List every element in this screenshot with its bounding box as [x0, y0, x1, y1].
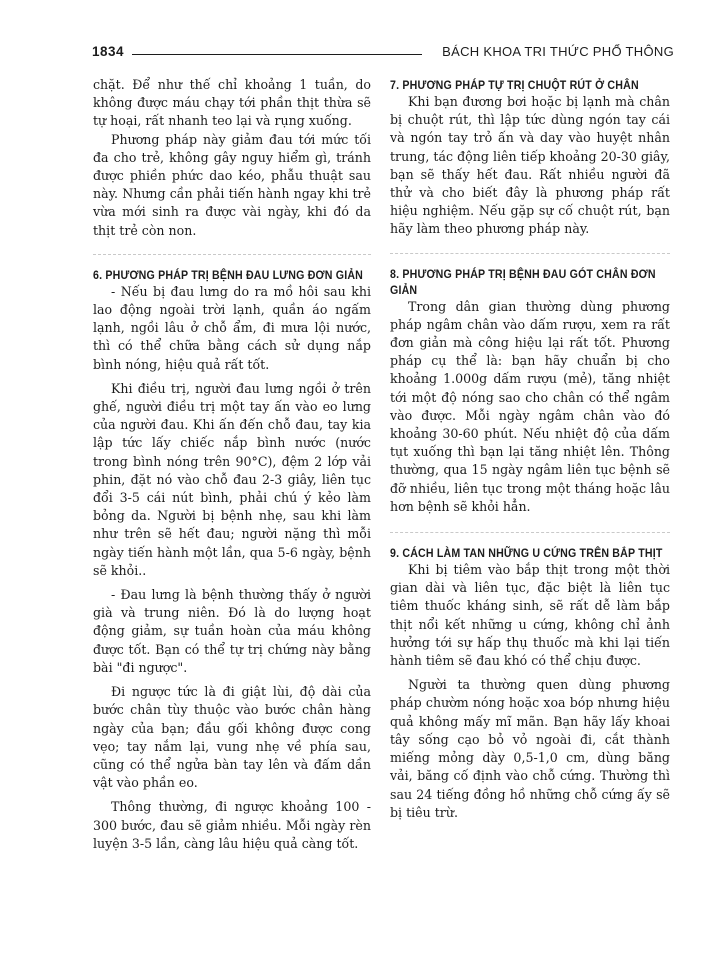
running-title: BÁCH KHOA TRI THỨC PHỔ THÔNG — [442, 44, 674, 59]
header-rule — [132, 54, 422, 55]
paragraph: Khi bị tiêm vào bắp thịt trong một thời gian dài và liên tục, đặc biệt là liên tục tiêm thuốc kháng sinh, sẽ rất dễ làm bắp thịt nổi kết những u cứng, không chỉ ảnh hưởng tới sự hấp thụ thuốc mà khi lại tiến hành tiêm sẽ đau khó có thể chịu được. — [390, 562, 670, 669]
paragraph: chặt. Để như thế chỉ khoảng 1 tuần, do không được máu chạy tới phần thịt thừa sẽ tự hoại, rất nhanh teo lại và rụng xuống. — [93, 77, 371, 129]
section-divider — [93, 254, 371, 255]
paragraph: Khi điều trị, người đau lưng ngồi ở trên ghế, người điều trị một tay ấn vào eo lưng của người đau. Khi ấn đến chỗ đau, tay kia lập tức lấy chiếc nắp bình nước (nước trong bình nóng trên 90°C), đệm 2 lớp vải phin, đặt nó vào chỗ đau 2-3 giây, liên tục đổi 3-5 cái nút bình, phải chú ý kẻo làm bỏng da. Người bị bệnh nhẹ, sau khi làm như trên sẽ hết đau; người nặng thì mỗi ngày tiến hành một lần, qua 5-6 ngày, bệnh sẽ khỏi.. — [93, 380, 371, 578]
paragraph: Trong dân gian thường dùng phương pháp ngâm chân vào dấm rượu, xem ra rất đơn giản mà công hiệu lại rất tốt. Phương pháp cụ thể là: bạn hãy chuẩn bị cho khoảng 1.000g dấm rượu (mẻ), tăng nhiệt tới một độ nóng sao cho chân có thể ngâm vào được. Mỗi ngày ngâm chân vào đó khoảng 30-60 phút. Nếu nhiệt độ của dấm tụt xuống thì bạn lại tăng nhiệt lên. Thông thường, qua 15 ngày ngâm liên tục bệnh sẽ đỡ nhiều, liên tục trong một tháng hoặc lâu hơn bệnh sẽ khỏi hẳn. — [390, 298, 670, 514]
paragraph: - Đau lưng là bệnh thường thấy ở người già và trung niên. Đó là do lượng hoạt động giảm, sự tuần hoàn của máu không được tốt. Bạn có thể tự trị chứng này bằng bài "đi ngược". — [93, 587, 371, 675]
section-heading-9: 9. CÁCH LÀM TAN NHỮNG U CỨNG TRÊN BẮP THỊT — [390, 546, 663, 561]
section-heading-6: 6. PHƯƠNG PHÁP TRỊ BỆNH ĐAU LƯNG ĐƠN GIẢN — [93, 267, 364, 282]
right-column — [390, 77, 670, 822]
section-heading-8: 8. PHƯƠNG PHÁP TRỊ BỆNH ĐAU GÓT CHÂN ĐƠN GIẢN — [390, 266, 656, 297]
section-divider — [390, 253, 670, 254]
page-number: 1834 — [92, 44, 125, 59]
paragraph: Thông thường, đi ngược khoảng 100 - 300 bước, đau sẽ giảm nhiều. Mỗi ngày rèn luyện 3-5 lần, càng lâu hiệu quả càng tốt. — [93, 799, 371, 851]
paragraph: - Nếu bị đau lưng do ra mồ hôi sau khi lao động ngoài trời lạnh, quần áo ngấm lạnh, ngồi lâu ở chỗ ẩm, đi mưa lội nước, thì có thể chữa bằng cách sử dụng nắp bình nóng, hiệu quả rất tốt. — [93, 283, 371, 372]
left-column — [93, 76, 371, 853]
section-divider — [390, 532, 670, 533]
paragraph: Khi bạn đương bơi hoặc bị lạnh mà chân bị chuột rút, thì lập tức dùng ngón tay cái và ngón tay trỏ ấn và day vào huyệt nhân trung, tác động liên tiếp khoảng 20-30 giây, bạn sẽ thấy hết đau. Rất nhiều người đã thử và cho biết đây là phương pháp rất hiệu nghiệm. Nếu gặp sự cố chuột rút, bạn hãy làm theo phương pháp này. — [390, 94, 670, 237]
page-header — [92, 44, 674, 64]
paragraph: Người ta thường quen dùng phương pháp chườm nóng hoặc xoa bóp nhưng hiệu quả không mấy mĩ mãn. Bạn hãy lấy khoai tây sống cạo bỏ vỏ ngoài đi, cắt thành miếng mỏng dày 0,5-1,0 cm, dùng băng vải, băng cố định vào chỗ cứng. Thường thì sau 24 tiếng đồng hồ những chỗ cứng ấy sẽ bị tiêu trừ. — [390, 677, 670, 820]
paragraph: Đi ngược tức là đi giật lùi, độ dài của bước chân tùy thuộc vào bước chân hàng ngày của bạn; đầu gối không được cong vẹo; tay nắm lại, vung nhẹ về phía sau, cũng có thể ngửa bàn tay lên và đấm dần vật vào phần eo. — [93, 684, 371, 791]
section-heading-7: 7. PHƯƠNG PHÁP TỰ TRỊ CHUỘT RÚT Ở CHÂN — [390, 78, 639, 92]
paragraph: Phương pháp này giảm đau tới mức tối đa cho trẻ, không gây nguy hiểm gì, tránh được phiền phức dao kéo, phẫu thuật sau này. Nhưng cần phải tiến hành ngay khi trẻ vừa mới sinh ra được vài ngày, khi đó da thịt trẻ còn non. — [93, 131, 371, 238]
